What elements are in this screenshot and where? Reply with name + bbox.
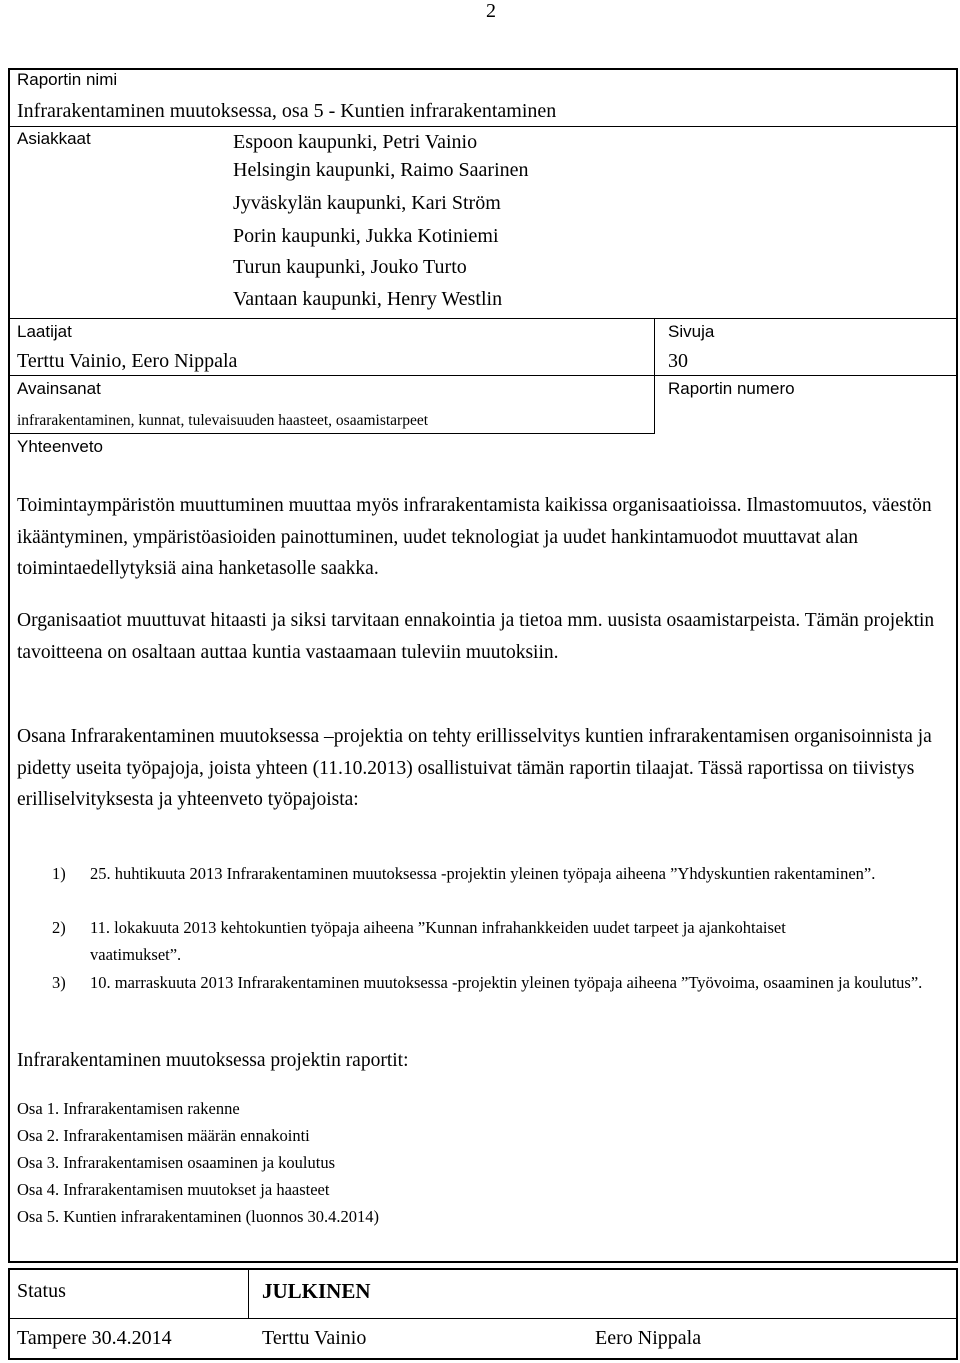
- signer-2: Eero Nippala: [595, 1327, 702, 1349]
- status-label: Status: [17, 1280, 66, 1302]
- list-text: 11. lokakuuta 2013 kehtokuntien työpaja aiheena ”Kunnan infrahankkeiden uudet tarpeet ja ajankohtaiset vaatimukset”.: [90, 918, 786, 964]
- paragraph-text: Organisaatiot muuttuvat hitaasti ja siksi tarvitaan ennakointia ja tietoa mm. uusista osaamistarpeista. Tämän projektin tavoitteena on osaltaan auttaa kuntia vastaamaan tuleviin muutoksiin.: [17, 610, 935, 663]
- list-item: [52, 969, 942, 1025]
- authors-value: Terttu Vainio, Eero Nippala: [17, 350, 238, 372]
- signer-1: Terttu Vainio: [262, 1327, 367, 1349]
- report-number-label: Raportin numero: [668, 379, 795, 398]
- divider-vertical: [248, 1268, 249, 1318]
- clients-label: Asiakkaat: [17, 129, 91, 148]
- client-item: Porin kaupunki, Jukka Kotiniemi: [233, 225, 499, 247]
- place-date: Tampere 30.4.2014: [17, 1327, 172, 1349]
- summary-paragraph-3: [17, 721, 947, 816]
- divider-vertical: [654, 318, 655, 434]
- page-number: 2: [486, 0, 496, 22]
- reports-heading: Infrarakentaminen muutoksessa projektin raportit:: [17, 1050, 409, 1071]
- divider: [8, 318, 958, 319]
- list-number: 1): [52, 864, 66, 883]
- divider: [8, 433, 655, 434]
- list-number: 2): [52, 918, 66, 937]
- paragraph-text: Toimintaympäristön muuttuminen muuttaa myös infrarakentamista kaikissa organisaatioissa. Ilmastomuutos, väestön ikääntyminen, ympäristöasioiden painottuminen, uudet teknologiat ja uudet hankintamuodot muuttavat alan toimintaedellytyksiä aina hanketasolle saakka.: [17, 495, 932, 579]
- authors-label: Laatijat: [17, 322, 72, 341]
- list-item: [52, 914, 942, 970]
- keywords-value: infrarakentaminen, kunnat, tulevaisuuden haasteet, osaamistarpeet: [17, 412, 429, 429]
- list-item: [52, 860, 942, 916]
- client-item: Jyväskylän kaupunki, Kari Ström: [233, 192, 501, 214]
- report-list-item: Osa 3. Infrarakentamisen osaaminen ja koulutus: [17, 1153, 335, 1172]
- client-item: Helsingin kaupunki, Raimo Saarinen: [233, 159, 529, 181]
- report-list-item: Osa 4. Infrarakentamisen muutokset ja haasteet: [17, 1180, 330, 1199]
- report-name-value: Infrarakentaminen muutoksessa, osa 5 - Kuntien infrarakentaminen: [17, 100, 557, 122]
- report-list-item: Osa 5. Kuntien infrarakentaminen (luonnos 30.4.2014): [17, 1207, 380, 1226]
- summary-paragraph-1: [17, 490, 947, 585]
- pages-value: 30: [668, 350, 688, 372]
- keywords-label: Avainsanat: [17, 379, 101, 398]
- summary-label: Yhteenveto: [17, 437, 104, 456]
- list-number: 3): [52, 973, 66, 992]
- divider: [8, 1318, 958, 1319]
- paragraph-text: Osana Infrarakentaminen muutoksessa –projektia on tehty erillisselvitys kuntien infrarakentamisen organisoinnista ja pidetty useita työpajoja, joista yhteen (11.10.2013) osallistuivat tämän raportin tilaajat. Tässä raportissa on tiivistys erilliselvityksesta ja yhteenveto työpajoista:: [17, 726, 932, 810]
- client-item: Vantaan kaupunki, Henry Westlin: [233, 288, 503, 310]
- client-item: Espoon kaupunki, Petri Vainio: [233, 131, 478, 153]
- list-text: 25. huhtikuuta 2013 Infrarakentaminen muutoksessa -projektin yleinen työpaja aiheena ”Yhdyskuntien rakentaminen”.: [90, 864, 876, 883]
- summary-paragraph-2: [17, 605, 947, 668]
- report-name-label: Raportin nimi: [17, 70, 118, 89]
- divider: [8, 375, 958, 376]
- report-list-item: Osa 1. Infrarakentamisen rakenne: [17, 1099, 240, 1118]
- pages-label: Sivuja: [668, 322, 715, 341]
- report-list-item: Osa 2. Infrarakentamisen määrän ennakointi: [17, 1126, 310, 1145]
- divider: [8, 126, 958, 127]
- client-item: Turun kaupunki, Jouko Turto: [233, 256, 467, 278]
- status-value: JULKINEN: [262, 1279, 371, 1303]
- list-text: 10. marraskuuta 2013 Infrarakentaminen muutoksessa -projektin yleinen työpaja aiheena ”Työvoima, osaaminen ja koulutus”.: [90, 973, 923, 992]
